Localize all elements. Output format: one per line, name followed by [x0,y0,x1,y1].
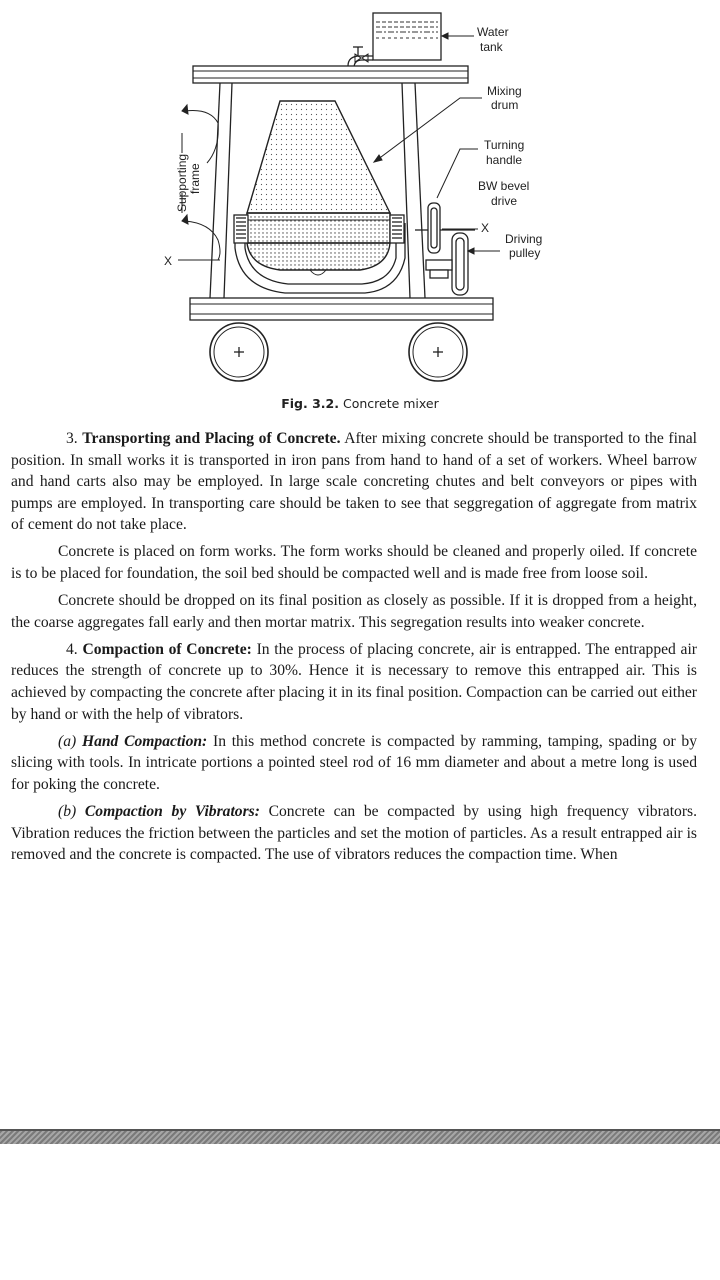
figure-caption [0,396,720,411]
top-beam [193,66,468,83]
subsection-heading: Hand Compaction: [81,732,208,750]
water-tank [348,13,441,70]
paragraph-dropping: Concrete should be dropped on its final position as closely as possible. If it is dropped from a height, the coarse aggregates fall early and then mortar matrix. This segregation results into weaker concrete. [11,592,697,631]
paragraph-body: After mixing concrete should be transported to the final position. In small works it is transported in iron pans from hand to hand of a set of workers. Wheel barrow and hand carts also may be employed. In large scale concreting chutes and belt conveyors or pipes with pumps are employed. In transporting care should be taken to see that seggregation of aggregate from matrix of cement do not take place. [11,430,697,534]
mixing-drum [247,101,390,275]
concrete-mixer-diagram [150,8,570,392]
paragraph-body: In the process of placing concrete, air is entrapped. The entrapped air reduces the strength of concrete up to 30%. Hence it is necessary to remove this entrapped air. This is achieved by compacting the concrete after placing it in its final position. Compaction can be carried out either by hand or with the help of vibrators. [11,640,698,723]
section-heading: Transporting and Placing of Concrete. [82,430,341,447]
label-water-tank-2: tank [480,40,503,54]
label-driving-pulley: Driving [505,232,543,246]
figure-title: Concrete mixer [342,396,439,411]
paragraph-hand-compaction [11,731,697,796]
label-driving-pulley-2: pulley [509,246,541,260]
label-supporting-frame: Supporting [175,153,189,212]
label-x-right: X [481,221,490,235]
label-supporting-frame-2: frame [188,163,202,194]
wheel-right [409,323,467,381]
subsection-marker: (b) [58,803,77,820]
base-beam [190,298,493,320]
label-bevel-drive: BW bevel [478,179,530,193]
label-bevel-drive-2: drive [491,194,518,208]
subsection-marker: (a) [58,732,77,750]
section-heading: Compaction of Concrete: [82,640,252,658]
section-number: 4. [66,640,78,658]
label-mixing-drum-2: drum [491,98,519,112]
label-turning-handle-2: handle [486,153,523,167]
paragraph-transporting [11,428,697,536]
label-x-left: X [164,254,173,268]
label-mixing-drum: Mixing [487,84,522,98]
label-water-tank: Water [477,25,509,39]
label-turning-handle: Turning [484,138,525,152]
wheel-left [210,323,268,381]
paragraph-body: Concrete can be compacted by using high frequency vibrators. Vibration reduces the friction between the particles and set the motion of particles. As a result entrapped air is removed and the concrete is compacted. The use of vibrators reduces the compaction time. When [11,803,697,864]
paragraph-body: In this method concrete is compacted by ramming, tamping, spading or by slicing with tools. In intricate portions a pointed steel rod of 16 mm diameter and about a metre long is used for poking the concrete. [11,732,698,793]
subsection-heading: Compaction by Vibrators: [84,803,260,820]
section-number: 3. [66,430,78,447]
paragraph-placing: Concrete is placed on form works. The form works should be cleaned and properly oiled. If concrete is to be placed for foundation, the soil bed should be compacted well and is made free from loose soil. [11,543,697,583]
paragraph-vibrators [11,801,697,866]
page-bottom-bar [0,1129,720,1144]
body-text [11,428,697,871]
figure-number: Fig. 3.2. [281,396,339,411]
paragraph-compaction [11,639,697,725]
